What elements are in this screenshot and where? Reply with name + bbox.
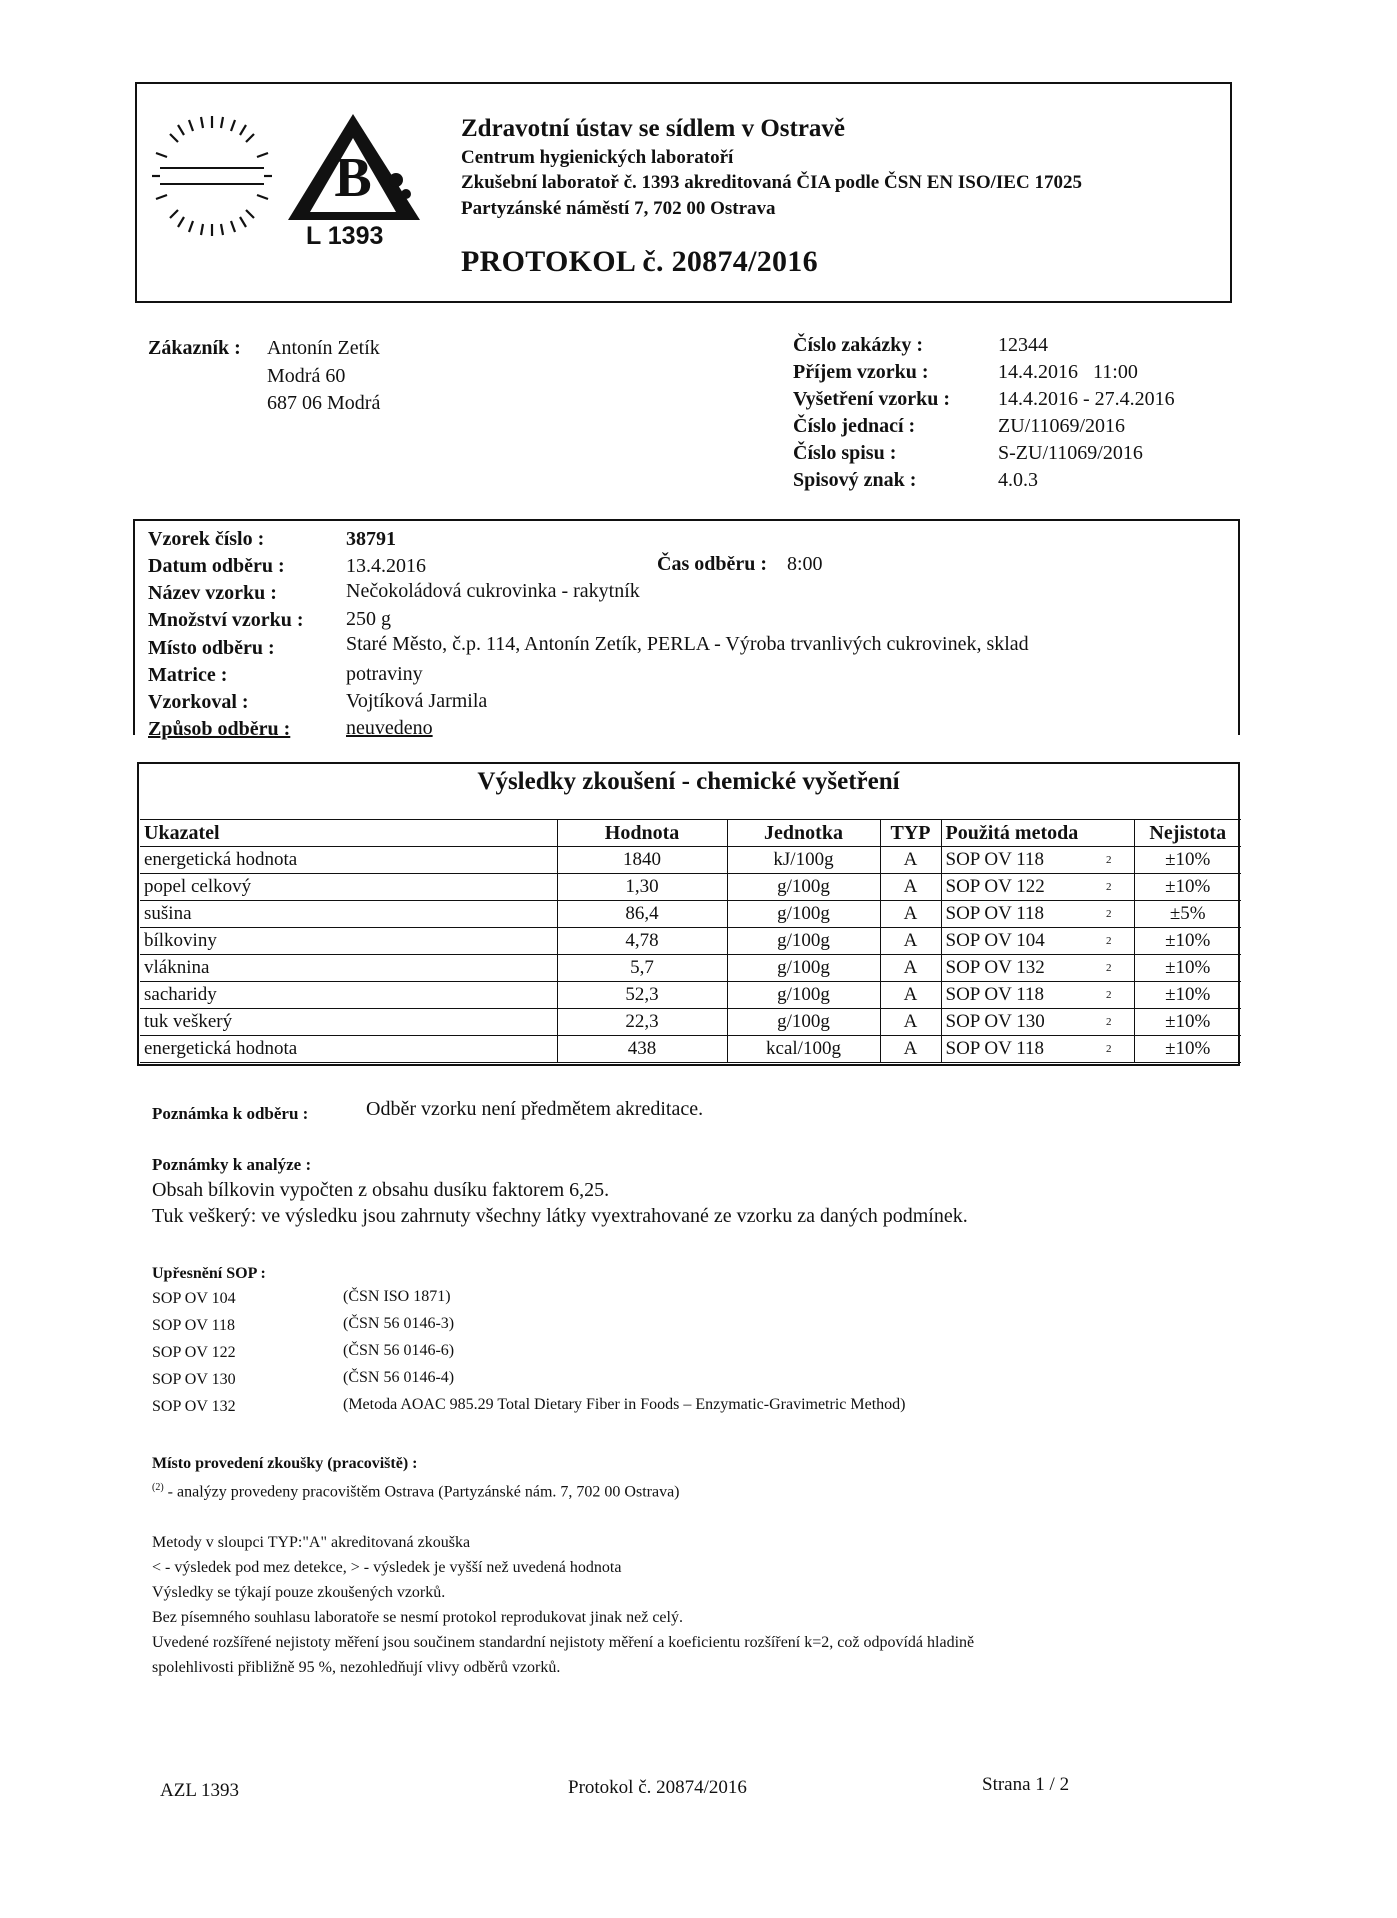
value-cell: 22,3 <box>557 1009 727 1036</box>
method-code: SOP OV 104 <box>945 930 1045 951</box>
uncertainty-cell: ±10% <box>1134 1036 1241 1063</box>
customer-street: Modrá 60 <box>267 365 346 387</box>
method-footnote-ref: 2 <box>1106 962 1112 974</box>
indicator-cell: energetická hodnota <box>140 847 557 874</box>
order-value: 12344 <box>998 334 1048 356</box>
sample-qty: 250 g <box>346 608 391 630</box>
value-cell: 52,3 <box>557 982 727 1009</box>
sample-matrix: potraviny <box>346 663 423 685</box>
test-place-text: - analýzy provedeny pracovištěm Ostrava (Partyzánské nám. 7, 702 00 Ostrava) <box>167 1483 680 1501</box>
results-header-row <box>140 820 1241 847</box>
sample-date-label: Datum odběru : <box>148 555 285 577</box>
lab-code-label: L 1393 <box>306 222 384 250</box>
legal-note-line: Výsledky se týkají pouze zkoušených vzorků. <box>152 1584 446 1601</box>
sample-name: Nečokoládová cukrovinka - rakytník <box>346 580 640 602</box>
sample-sampler-label: Vzorkoval : <box>148 691 249 713</box>
sample-place: Staré Město, č.p. 114, Antonín Zetík, PERLA - Výroba trvanlivých cukrovinek, sklad <box>346 633 1029 655</box>
sample-name-label: Název vzorku : <box>148 582 277 604</box>
sop-code: SOP OV 130 <box>152 1371 236 1388</box>
table-row <box>140 1009 1241 1036</box>
legal-note-line: < - výsledek pod mez detekce, > - výsledek je vyšší než uvedená hodnota <box>152 1559 622 1576</box>
table-row <box>140 928 1241 955</box>
sampling-note-label: Poznámka k odběru : <box>152 1104 309 1123</box>
col-header: Nejistota <box>1134 820 1241 847</box>
customer-label: Zákazník : <box>148 337 241 359</box>
table-row <box>140 1036 1241 1063</box>
analysis-note-line: Tuk veškerý: ve výsledku jsou zahrnuty všechny látky vyextrahované ze vzorku za daných podmínek. <box>152 1205 968 1227</box>
col-header: Použitá metoda <box>941 820 1134 847</box>
col-header: Jednotka <box>727 820 880 847</box>
value-cell: 86,4 <box>557 901 727 928</box>
method-code: SOP OV 118 <box>945 849 1045 870</box>
customer-city: 687 06 Modrá <box>267 392 381 414</box>
footer-lab-code: AZL 1393 <box>160 1780 239 1801</box>
test-place-line <box>152 1482 680 1501</box>
analysis-note-line: Obsah bílkovin vypočten z obsahu dusíku faktorem 6,25. <box>152 1179 610 1201</box>
legal-note-line: Uvedené rozšířené nejistoty měření jsou součinem standardní nejistoty měření a koeficientu rozšíření k=2, což odpovídá hladině <box>152 1634 975 1651</box>
method-code: SOP OV 122 <box>945 876 1045 897</box>
org-accreditation: Zkušební laboratoř č. 1393 akreditovaná ČIA podle ČSN EN ISO/IEC 17025 <box>461 172 1082 193</box>
org-address: Partyzánské náměstí 7, 702 00 Ostrava <box>461 198 776 219</box>
type-cell: A <box>880 1009 941 1036</box>
results-table <box>140 819 1241 1063</box>
method-code: SOP OV 130 <box>945 1011 1045 1032</box>
uncertainty-cell: ±5% <box>1134 901 1241 928</box>
col-header: TYP <box>880 820 941 847</box>
method-cell <box>941 955 1134 982</box>
legal-note-line: Bez písemného souhlasu laboratoře se nesmí protokol reprodukovat jinak než celý. <box>152 1609 683 1626</box>
unit-cell: g/100g <box>727 982 880 1009</box>
footer-page: Strana 1 / 2 <box>982 1774 1070 1795</box>
footer-protocol: Protokol č. 20874/2016 <box>568 1777 747 1798</box>
method-footnote-ref: 2 <box>1106 908 1112 920</box>
unit-cell: g/100g <box>727 901 880 928</box>
method-footnote-ref: 2 <box>1106 935 1112 947</box>
ilac-mra-logo <box>148 112 276 240</box>
order-label: Příjem vzorku : <box>793 361 929 383</box>
order-label: Číslo zakázky : <box>793 334 923 356</box>
sop-description: (ČSN 56 0146-4) <box>343 1369 455 1386</box>
order-label: Vyšetření vzorku : <box>793 388 951 410</box>
method-footnote-ref: 2 <box>1106 854 1112 866</box>
footnote-marker: (2) <box>152 1482 164 1493</box>
table-row <box>140 901 1241 928</box>
svg-text:B: B <box>334 147 372 209</box>
sop-description: (ČSN ISO 1871) <box>343 1288 451 1305</box>
order-label: Číslo spisu : <box>793 442 897 464</box>
sop-code: SOP OV 118 <box>152 1317 235 1334</box>
method-cell <box>941 928 1134 955</box>
order-label: Spisový znak : <box>793 469 917 491</box>
legal-note-line: Metody v sloupci TYP:"A" akreditovaná zkouška <box>152 1534 471 1551</box>
value-cell: 4,78 <box>557 928 727 955</box>
method-code: SOP OV 118 <box>945 903 1045 924</box>
type-cell: A <box>880 955 941 982</box>
sample-date: 13.4.2016 <box>346 555 426 577</box>
type-cell: A <box>880 874 941 901</box>
method-footnote-ref: 2 <box>1106 1043 1112 1055</box>
order-value: ZU/11069/2016 <box>998 415 1126 437</box>
indicator-cell: popel celkový <box>140 874 557 901</box>
method-footnote-ref: 2 <box>1106 881 1112 893</box>
method-cell <box>941 982 1134 1009</box>
sop-description: (Metoda AOAC 985.29 Total Dietary Fiber in Foods – Enzymatic-Gravimetric Method) <box>343 1396 906 1413</box>
unit-cell: g/100g <box>727 874 880 901</box>
table-row <box>140 874 1241 901</box>
sample-method-label: Způsob odběru : <box>148 718 291 740</box>
method-footnote-ref: 2 <box>1106 1016 1112 1028</box>
unit-cell: g/100g <box>727 1009 880 1036</box>
protocol-title: PROTOKOL č. 20874/2016 <box>461 245 818 278</box>
sampling-note-text: Odběr vzorku není předmětem akreditace. <box>366 1098 704 1120</box>
sop-code: SOP OV 132 <box>152 1398 236 1415</box>
col-header: Ukazatel <box>140 820 557 847</box>
sample-qty-label: Množství vzorku : <box>148 609 304 631</box>
uncertainty-cell: ±10% <box>1134 874 1241 901</box>
sample-number: 38791 <box>346 528 396 550</box>
method-cell <box>941 1009 1134 1036</box>
method-code: SOP OV 132 <box>945 957 1045 978</box>
indicator-cell: vláknina <box>140 955 557 982</box>
method-cell <box>941 1036 1134 1063</box>
org-name: Zdravotní ústav se sídlem v Ostravě <box>461 115 846 142</box>
unit-cell: kJ/100g <box>727 847 880 874</box>
table-row <box>140 982 1241 1009</box>
type-cell: A <box>880 901 941 928</box>
uncertainty-cell: ±10% <box>1134 955 1241 982</box>
indicator-cell: tuk veškerý <box>140 1009 557 1036</box>
type-cell: A <box>880 928 941 955</box>
sample-sampler: Vojtíková Jarmila <box>346 690 488 712</box>
sop-label: Upřesnění SOP : <box>152 1265 266 1282</box>
order-value: 14.4.2016 - 27.4.2016 <box>998 388 1175 410</box>
unit-cell: g/100g <box>727 955 880 982</box>
table-row <box>140 955 1241 982</box>
test-place-label: Místo provedení zkoušky (pracoviště) : <box>152 1455 418 1472</box>
method-footnote-ref: 2 <box>1106 989 1112 1001</box>
legal-note-line: spolehlivosti přibližně 95 %, nezohledňují vlivy odběrů vzorků. <box>152 1659 561 1676</box>
value-cell: 438 <box>557 1036 727 1063</box>
uncertainty-cell: ±10% <box>1134 928 1241 955</box>
method-code: SOP OV 118 <box>945 1038 1045 1059</box>
sample-time: 8:00 <box>787 553 823 575</box>
value-cell: 1,30 <box>557 874 727 901</box>
uncertainty-cell: ±10% <box>1134 1009 1241 1036</box>
sop-description: (ČSN 56 0146-6) <box>343 1342 455 1359</box>
sample-matrix-label: Matrice : <box>148 664 228 686</box>
sop-code: SOP OV 104 <box>152 1290 236 1307</box>
method-cell <box>941 847 1134 874</box>
sample-method: neuvedeno <box>346 717 433 739</box>
customer-name: Antonín Zetík <box>267 337 380 359</box>
type-cell: A <box>880 847 941 874</box>
uncertainty-cell: ±10% <box>1134 982 1241 1009</box>
table-row <box>140 847 1241 874</box>
accreditation-triangle-logo <box>288 108 428 223</box>
sample-number-label: Vzorek číslo : <box>148 528 265 550</box>
sample-place-label: Místo odběru : <box>148 637 275 659</box>
sop-code: SOP OV 122 <box>152 1344 236 1361</box>
order-value: S-ZU/11069/2016 <box>998 442 1143 464</box>
indicator-cell: energetická hodnota <box>140 1036 557 1063</box>
sample-time-label: Čas odběru : <box>657 553 768 575</box>
type-cell: A <box>880 1036 941 1063</box>
indicator-cell: sacharidy <box>140 982 557 1009</box>
value-cell: 1840 <box>557 847 727 874</box>
order-value: 14.4.2016 11:00 <box>998 361 1138 383</box>
value-cell: 5,7 <box>557 955 727 982</box>
uncertainty-cell: ±10% <box>1134 847 1241 874</box>
unit-cell: g/100g <box>727 928 880 955</box>
method-cell <box>941 901 1134 928</box>
col-header: Hodnota <box>557 820 727 847</box>
type-cell: A <box>880 982 941 1009</box>
indicator-cell: sušina <box>140 901 557 928</box>
sop-description: (ČSN 56 0146-3) <box>343 1315 455 1332</box>
analysis-notes-label: Poznámky k analýze : <box>152 1155 312 1174</box>
method-cell <box>941 874 1134 901</box>
indicator-cell: bílkoviny <box>140 928 557 955</box>
org-department: Centrum hygienických laboratoří <box>461 147 734 168</box>
order-value: 4.0.3 <box>998 469 1038 491</box>
unit-cell: kcal/100g <box>727 1036 880 1063</box>
results-title: Výsledky zkoušení - chemické vyšetření <box>477 768 900 795</box>
order-label: Číslo jednací : <box>793 415 916 437</box>
method-code: SOP OV 118 <box>945 984 1045 1005</box>
